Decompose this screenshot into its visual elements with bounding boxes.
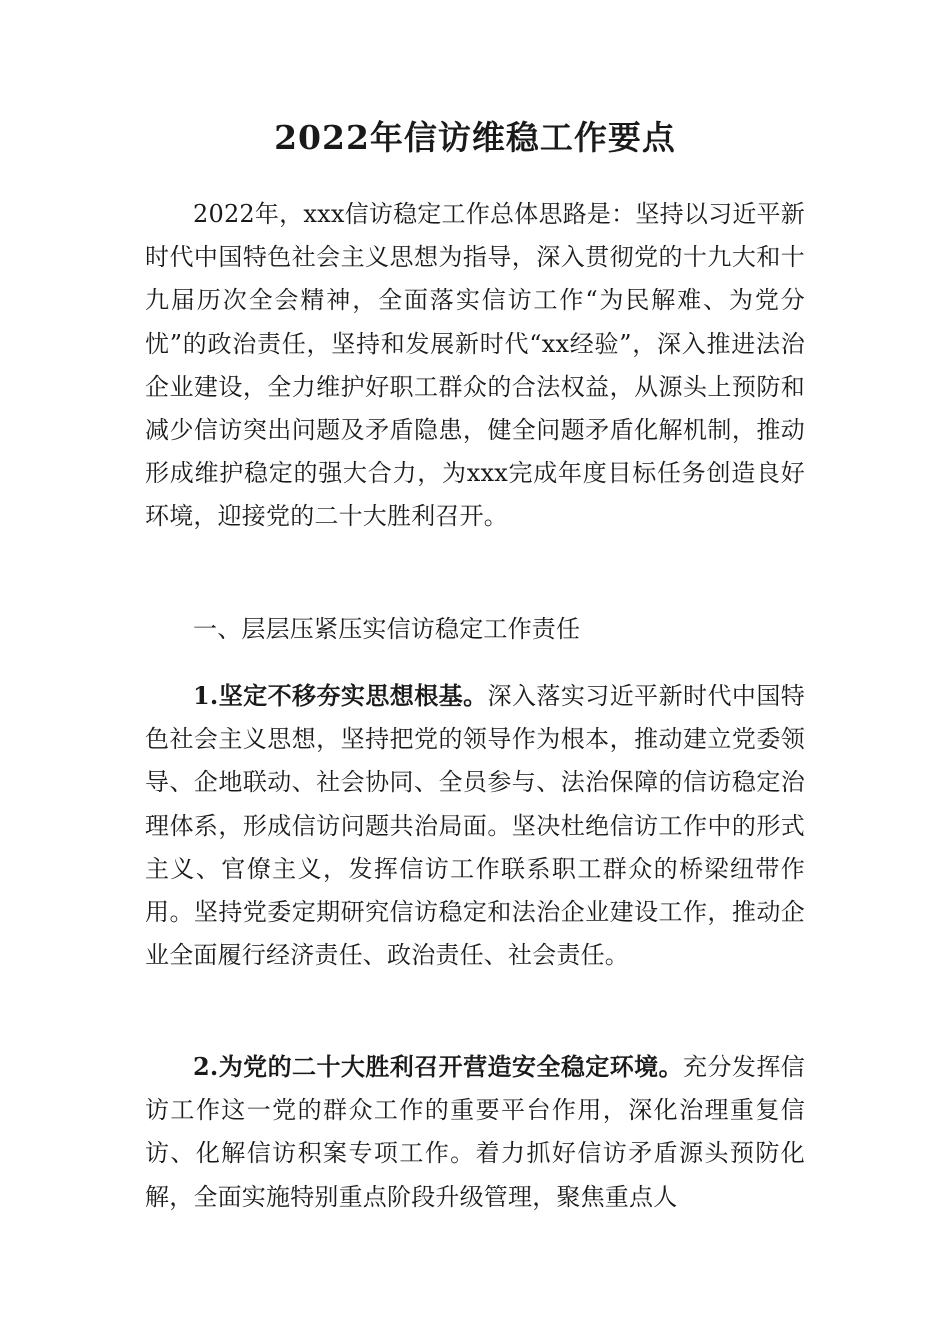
item-1-body: 深入落实习近平新时代中国特色社会主义思想，坚持把党的领导作为根本，推动建立党委领导、企地联动、社会协同、全员参与、法治保障的信访稳定治理体系，形成信访问题共治局面。坚决杜绝信访工作中的形式主义、官僚主义，发挥信访工作联系职工群众的桥梁纽带作用。坚持党委定期研究信访稳定和法治企业建设工作，推动企业全面履行经济责任、政治责任、社会责任。 (145, 682, 805, 970)
item-2-lead: 2.为党的二十大胜利召开营造安全稳定环境。 (193, 1052, 684, 1081)
item-2-paragraph (145, 1045, 805, 1219)
section-heading-1: 一、层层压紧压实信访稳定工作责任 (193, 615, 581, 643)
item-1-lead: 1.坚定不移夯实思想根基。 (193, 681, 488, 710)
document-title: 2022年信访维稳工作要点 (274, 118, 676, 157)
item-2-body: 充分发挥信访工作这一党的群众工作的重要平台作用，深化治理重复信访、化解信访积案专项工作。着力抓好信访矛盾源头预防化解，全面实施特别重点阶段升级管理，聚焦重点人 (145, 1053, 806, 1211)
item-1-paragraph (145, 674, 805, 977)
intro-paragraph: 2022年，xxx信访稳定工作总体思路是：坚持以习近平新时代中国特色社会主义思想为指导，深入贯彻党的十九大和十九届历次全会精神，全面落实信访工作“为民解难、为党分忧”的政治责任，坚持和发展新时代“xx经验”，深入推进法治企业建设，全力维护好职工群众的合法权益，从源头上预防和减少信访突出问题及矛盾隐患，健全问题矛盾化解机制，推动形成维护稳定的强大合力，为xxx完成年度目标任务创造良好环境，迎接党的二十大胜利召开。 (145, 200, 805, 531)
